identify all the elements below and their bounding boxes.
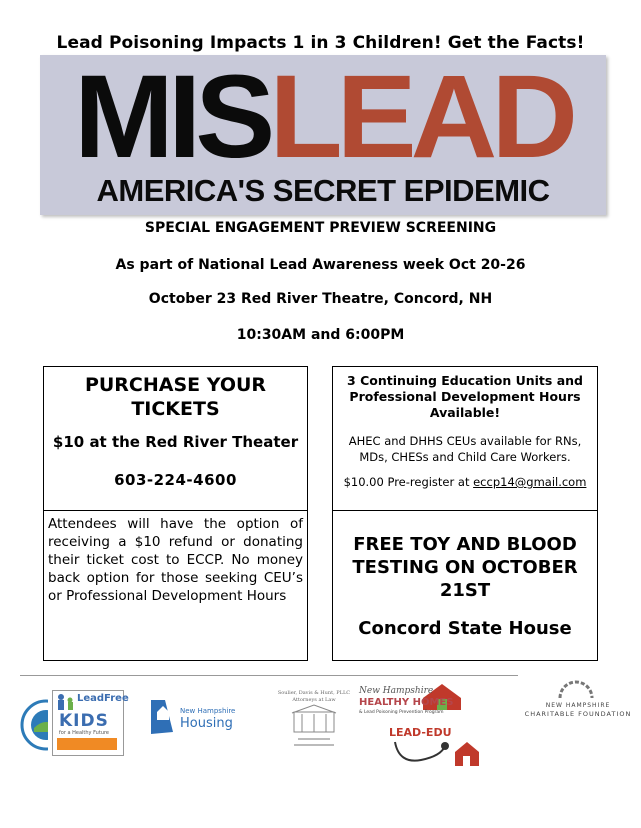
charitable-line1: NEW HAMPSHIRE	[545, 702, 611, 709]
banner-title-mis: MIS	[73, 51, 270, 183]
banner-subtitle: AMERICA'S SECRET EPIDEMIC	[96, 173, 550, 208]
screening-line: SPECIAL ENGAGEMENT PREVIEW SCREENING	[144, 220, 497, 236]
mislead-banner	[40, 51, 606, 215]
refund-text: Attendees will have the option of receiving a $10 refund or donating their ticket cost to ECCP. No money back option for those seeking CEU’s or Professional Development Hours	[48, 516, 303, 604]
healthy-homes-line1: New Hampshire	[359, 686, 434, 696]
leadfree-orange-bar	[57, 738, 117, 750]
divider	[20, 675, 518, 676]
leadfree-line1: LeadFree	[77, 693, 129, 704]
leadfree-line2: KIDS	[59, 711, 109, 731]
charitable-line2: CHARITABLE FOUNDATION	[524, 710, 632, 718]
ceu-heading: 3 Continuing Education Units and Professional Development Hours Available!	[347, 373, 583, 420]
nh-housing-logo	[147, 698, 242, 738]
headline: Lead Poisoning Impacts 1 in 3 Children! Get the Facts!	[56, 33, 585, 53]
nh-charitable-foundation-logo	[518, 680, 638, 720]
refund-box	[43, 510, 308, 661]
epa-seal-logo	[16, 698, 48, 752]
law-firm-sub: Attorneys at Law	[292, 697, 336, 703]
healthy-homes-line3: & Lead Poisoning Prevention Program	[359, 710, 444, 715]
banner-title-lead: LEAD	[269, 51, 572, 183]
law-firm-text-line	[294, 744, 334, 746]
stethoscope-house-icon	[385, 738, 485, 772]
free-testing-heading: FREE TOY AND BLOOD TESTING ON OCTOBER 21ST	[352, 534, 578, 601]
preregister-prefix: $10.00 Pre-register at	[343, 475, 474, 489]
date-place-line: October 23 Red River Theatre, Concord, NH	[148, 291, 493, 307]
leadfree-tag: for a Healthy Future	[59, 730, 110, 736]
nh-state-icon	[147, 698, 177, 736]
arch-icon	[556, 680, 596, 700]
law-firm-text-line	[298, 738, 330, 740]
ceu-box	[332, 366, 598, 512]
banner-title	[40, 51, 606, 183]
free-testing-location: Concord State House	[358, 618, 572, 639]
building-icon	[272, 704, 356, 734]
free-testing-box	[332, 510, 598, 661]
email-link[interactable]: eccp14@gmail.com	[473, 475, 587, 489]
law-firm-logo	[272, 690, 356, 758]
law-firm-name: Soulier, Davis & Hunt, PLLC	[277, 690, 351, 696]
lead-edu-logo	[385, 724, 485, 772]
healthy-homes-logo	[357, 682, 477, 722]
awareness-line: As part of National Lead Awareness week Oct 20-26	[115, 257, 526, 273]
ceu-details: AHEC and DHHS CEUs available for RNs, MDs, CHESs and Child Care Workers.	[348, 434, 582, 464]
times-line: 10:30AM and 6:00PM	[236, 327, 405, 343]
nh-housing-line1: New Hampshire	[180, 707, 236, 715]
tickets-heading: PURCHASE YOUR TICKETS	[84, 374, 267, 420]
ticket-price: $10 at the Red River Theater	[52, 433, 299, 451]
nh-housing-line2: Housing	[180, 716, 233, 731]
ticket-phone: 603-224-4600	[114, 471, 237, 489]
leadfree-kids-logo	[52, 690, 129, 756]
healthy-homes-line2: HEALTHY HOMES	[359, 697, 454, 708]
lead-edu-text: LEAD-EDU	[389, 726, 452, 739]
tickets-box	[43, 366, 308, 512]
ceu-preregister	[333, 475, 597, 489]
